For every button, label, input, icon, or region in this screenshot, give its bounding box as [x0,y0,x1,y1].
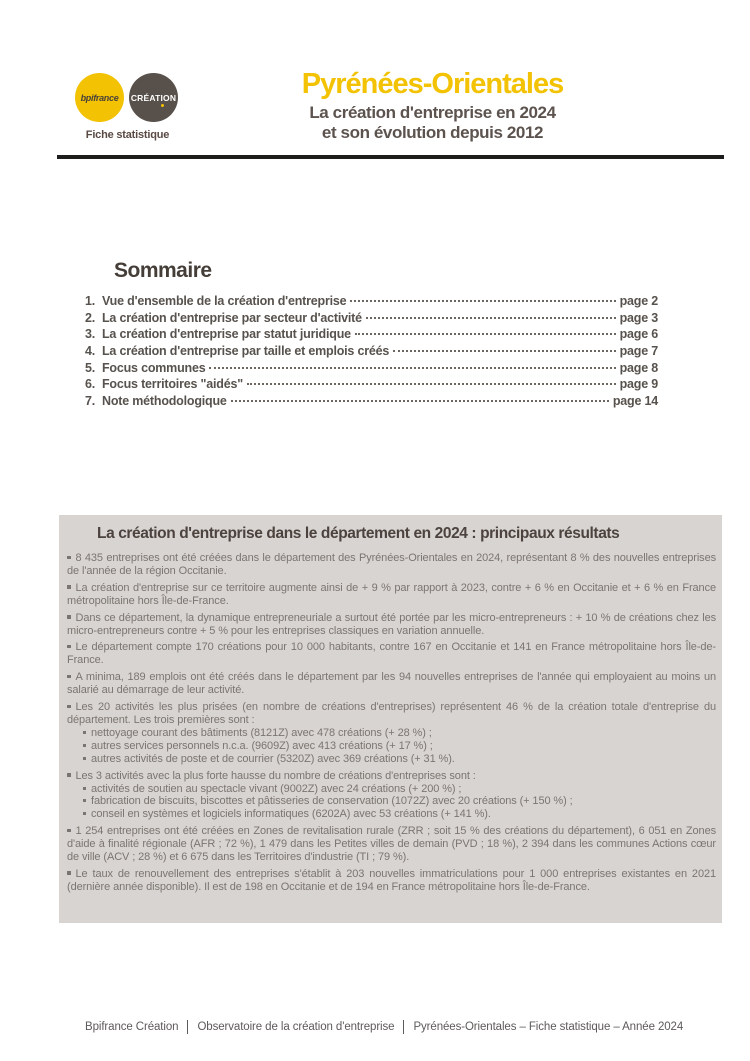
toc-item-taille-emplois[interactable] [85,344,658,361]
page-subtitle-line2: et son évolution depuis 2012 [321,123,544,142]
result-bullet-renouvellement [67,868,716,894]
result-bullet-creations-total [67,552,716,578]
result-bullet-text: Les 3 activités avec la plus forte hausse du nombre de créations d'entreprises sont : [67,770,476,782]
result-bullet-text: 8 435 entreprises ont été créées dans le département des Pyrénées-Orientales en 2024, représentant 8 % des nouvelles entreprises de l'année de la région Occitanie. [67,552,716,577]
creation-logo-text: CRÉATION [130,92,177,103]
result-sub-bullet: autres services personnels n.c.a. (9609Z) avec 413 créations (+ 17 %) ; [83,740,716,753]
result-bullet-text: A minima, 189 emplois ont été créés dans le département par les 94 nouvelles entreprises de l'année qui employaient au moins un salarié au démarrage de leur activité. [67,671,716,697]
toc-item-number: 1. [85,294,96,308]
toc-item-page: page 8 [619,360,658,375]
toc-dot-leader [355,333,616,335]
toc-item-number: 4. [85,344,96,359]
result-bullet-zones [67,825,716,864]
footer-separator [187,1020,188,1034]
toc-item-page: page 14 [612,394,658,409]
toc-item-focus-communes[interactable] [85,361,658,378]
toc-item-page: page 7 [619,344,658,359]
result-bullet-micro-entrepreneurs [67,612,716,638]
result-sub-bullet: fabrication de biscuits, biscottes et pâtisseries de conservation (1072Z) avec 20 créations (+ 150 %) ; [83,795,716,808]
result-bullet-text: Dans ce département, la dynamique entrepreneuriale a surtout été portée par les micro-entrepreneurs : + 10 % de créations chez les micro-entrepreneurs contre + 5 % pour les entreprises classiques en variation annuelle. [67,611,716,637]
toc-item-page: page 9 [619,377,658,392]
result-sub-bullet: activités de soutien au spectacle vivant (9002Z) avec 24 créations (+ 200 %) ; [83,783,716,796]
result-sub-bullet: conseil en systèmes et logiciels informatiques (6202A) avec 53 créations (+ 141 %). [83,808,716,821]
toc-dot-leader [393,350,615,352]
footer-separator [403,1020,404,1034]
result-bullet-text: 1 254 entreprises ont été créées en Zones de revitalisation rurale (ZRR ; soit 15 % des créations du département), 6 051 en Zones d'aide à finalité régionale (AFR ; 72 %), 1 479 dans les Petites villes de demain (PVD ; 18 %), 2 394 dans les communes Actions cœur de ville (ACV ; 28 %) et 6 675 dans les Territoires d'industrie (TI ; 79 %). [67,825,716,864]
toc-item-note-methodologique[interactable] [85,394,658,411]
footer-observatoire: Observatoire de la création d'entreprise [197,1021,395,1033]
logo-tagline: Fiche statistique [85,129,170,141]
bpifrance-logo-icon [75,73,124,122]
title-block [255,68,610,143]
result-bullet-text: La création d'entreprise sur ce territoire augmente ainsi de + 9 % par rapport à 2023, contre + 6 % en Occitanie et + 6 % en France métropolitaine hors Île-de-France. [67,581,716,607]
creation-logo-dot [161,104,164,107]
result-sub-bullet: nettoyage courant des bâtiments (8121Z) avec 478 créations (+ 28 %) ; [83,727,716,740]
result-bullet-plus-forte-hausse [67,770,716,822]
toc-item-page: page 3 [619,310,658,325]
table-of-contents [85,294,658,411]
toc-item-number: 2. [85,310,96,325]
result-bullet-text: Les 20 activités les plus prisées (en nombre de créations d'entreprises) représentent 46 % de la création totale d'entreprise du département. Les trois premières sont : [67,701,716,726]
result-sub-list [83,783,716,822]
page-subtitle-line1: La création d'entreprise en 2024 [309,103,556,122]
toc-item-number: 6. [85,377,96,392]
key-results-title: La création d'entreprise dans le département en 2024 : principaux résultats [97,525,620,542]
footer-brand: Bpifrance Création [85,1021,179,1033]
result-sub-bullet: autres activités de poste et de courrier (5320Z) avec 369 créations (+ 31 %). [83,753,716,766]
sommaire-heading: Sommaire [114,259,212,282]
sommaire-section [85,259,658,411]
result-sub-list [83,727,716,766]
key-results-box [59,515,722,923]
toc-item-label: La création d'entreprise par statut juridique [102,327,351,342]
toc-dot-leader [209,367,615,369]
toc-item-label: La création d'entreprise par taille et emplois créés [102,344,390,359]
toc-item-statut-juridique[interactable] [85,327,658,344]
result-bullet-text: Le taux de renouvellement des entreprises s'établit à 203 nouvelles immatriculations pour 1 000 entreprises existantes en 2021 (dernière année disponible). Il est de 198 en Occitanie et de 194 en France métropolitaine hors Île-de-France. [67,867,716,893]
toc-item-label: Focus territoires "aidés" [102,377,243,392]
toc-item-territoires-aides[interactable] [85,377,658,394]
result-bullet-text: Le département compte 170 créations pour 10 000 habitants, contre 167 en Occitanie et 141 en France métropolitaine hors Île-de-France. [67,641,716,667]
toc-item-number: 5. [85,360,96,375]
toc-item-number: 3. [85,327,96,342]
footer-document-info: Pyrénées-Orientales – Fiche statistique – Année 2024 [413,1021,684,1033]
toc-item-number: 7. [85,394,96,409]
result-bullet-emplois [67,671,716,697]
toc-item-label: Vue d'ensemble de la création d'entreprise [102,294,347,308]
result-bullet-densite [67,641,716,667]
creation-logo-icon [129,73,178,122]
page-subtitle [255,103,610,143]
toc-dot-leader [350,300,615,302]
toc-dot-leader [231,400,609,402]
page-footer [85,1020,683,1034]
result-bullet-top-activites [67,701,716,766]
toc-item-label: Focus communes [102,360,206,375]
result-bullet-evolution [67,582,716,608]
toc-item-label: La création d'entreprise par secteur d'activité [102,310,362,325]
page-title: Pyrénées-Orientales [301,68,564,100]
toc-item-page: page 6 [619,327,658,342]
bpifrance-creation-logo [75,73,178,122]
toc-item-vue-densemble[interactable] [85,294,658,311]
toc-item-secteur-activite[interactable] [85,311,658,328]
toc-item-label: Note méthodologique [102,394,227,409]
bpifrance-logo-text: bpifrance [80,92,119,103]
header-divider [57,155,724,159]
toc-item-page: page 2 [619,294,658,308]
toc-dot-leader [366,317,616,319]
toc-dot-leader [247,383,616,385]
